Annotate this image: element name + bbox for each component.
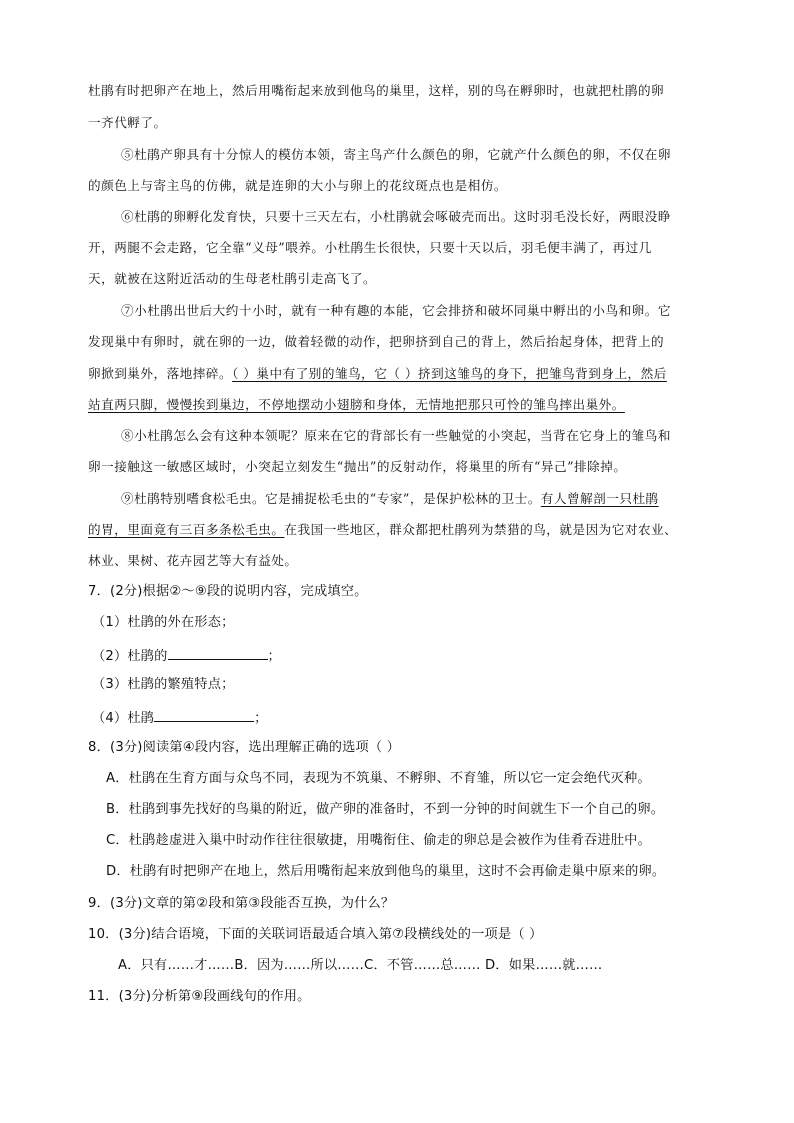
question-7-item-4-label: （4）杜鹃 xyxy=(92,711,155,726)
question-8: 8．(3分)阅读第④段内容，选出理解正确的选项（ ） xyxy=(88,740,401,755)
passage-p9-line1-text: ⑨杜鹃特别嗜食松毛虫。它是捕捉松毛虫的“专家”，是保护松林的卫士。 xyxy=(121,491,541,506)
question-8-option-c: C．杜鹃趁虚进入巢中时动作往往很敏捷，用嘴衔住、偷走的卵总是会被作为佳肴吞进肚中。 xyxy=(106,833,651,848)
passage-p8-line2: 卵一接触这一敏感区域时，小突起立刻发生“抛出”的反射动作，将巢里的所有“异己”排除掉。 xyxy=(88,459,627,474)
passage-p5-line1: ⑤杜鹃产卵具有十分惊人的模仿本领，寄主鸟产什么颜色的卵，它就产什么颜色的卵，不仅在卵 xyxy=(121,147,671,162)
question-7-item-4-end: ； xyxy=(254,711,268,726)
question-7-item-4 xyxy=(92,708,268,727)
passage-p6-line1: ⑥杜鹃的卵孵化发育快，只要十三天左右，小杜鹃就会啄破壳而出。这时羽毛没长好，两眼没睁 xyxy=(121,209,671,224)
passage-p7-underlined-sentence-part1: （ ）巢中有了别的雏鸟，它（ ）挤到这雏鸟的身下，把雏鸟背到身上，然后 xyxy=(232,366,667,381)
question-7-item-2-label: （2）杜鹃的 xyxy=(92,649,168,664)
passage-p9-underlined-sentence-part2: 的胃，里面竟有三百多条松毛虫。 xyxy=(88,522,285,537)
question-10-options: A．只有……才……B．因为……所以……C．不管……总…… D．如果……就…… xyxy=(118,958,603,973)
question-10: 10．(3分)结合语境，下面的关联词语最适合填入第⑦段横线处的一项是（ ） xyxy=(88,927,543,942)
question-9: 9．(3分)文章的第②段和第③段能否互换，为什么？ xyxy=(88,896,395,911)
passage-p7-line3 xyxy=(88,366,667,382)
question-7-item-1: （1）杜鹃的外在形态； xyxy=(92,615,235,630)
passage-p4-line1: 杜鹃有时把卵产在地上，然后用嘴衔起来放到他鸟的巢里，这样，别的鸟在孵卵时，也就把杜鹃的卵 xyxy=(88,83,665,98)
passage-p9-line2 xyxy=(88,522,677,538)
passage-p9-line1 xyxy=(121,491,659,507)
passage-p7-line3-text: 卵掀到巢外，落地摔碎。 xyxy=(88,366,233,381)
passage-p9-underlined-sentence-part1: 有人曾解剖一只杜鹃 xyxy=(540,491,659,506)
question-7-item-4-blank[interactable] xyxy=(154,708,254,722)
passage-p8-line1: ⑧小杜鹃怎么会有这种本领呢？原来在它的背部长有一些触觉的小突起，当背在它身上的雏鸟和 xyxy=(121,428,671,443)
question-7-item-2 xyxy=(92,646,281,665)
passage-p9-line3: 林业、果树、花卉园艺等大有益处。 xyxy=(88,553,298,568)
passage-p9-line2-text: 在我国一些地区，群众都把杜鹃列为禁猎的鸟，就是因为它对农业、 xyxy=(284,522,678,537)
question-8-option-b: B．杜鹃到事先找好的鸟巢的附近，做产卵的准备时，不到一分钟的时间就生下一个自己的卵。 xyxy=(106,802,665,817)
passage-p7-line1: ⑦小杜鹃出世后大约十小时，就有一种有趣的本能，它会排挤和破坏同巢中孵出的小鸟和卵。它 xyxy=(121,303,671,318)
question-8-option-d: D．杜鹃有时把卵产在地上，然后用嘴衔起来放到他鸟的巢里，这时不会再偷走巢中原来的卵。 xyxy=(106,864,666,879)
question-11: 11．(3分)分析第⑨段画线句的作用。 xyxy=(88,989,311,1004)
question-7-item-2-blank[interactable] xyxy=(168,646,268,660)
question-7: 7．(2分)根据②～⑨段的说明内容，完成填空。 xyxy=(88,584,368,599)
question-8-option-a: A．杜鹃在生育方面与众鸟不同，表现为不筑巢、不孵卵、不育雏，所以它一定会绝代灭种。 xyxy=(106,771,651,786)
passage-p5-line2: 的颜色上与寄主鸟的仿佛，就是连卵的大小与卵上的花纹斑点也是相仿。 xyxy=(88,178,507,193)
passage-p7-underlined-sentence-part2: 站直两只脚，慢慢挨到巢边，不停地摆动小翅膀和身体，无情地把那只可怜的雏鸟摔出巢外。 xyxy=(88,397,625,412)
question-7-item-3: （3）杜鹃的繁殖特点； xyxy=(92,677,235,692)
passage-p7-line2: 发现巢中有卵时，就在卵的一边，做着轻微的动作，把卵挤到自己的背上，然后抬起身体，把背上的 xyxy=(88,334,665,349)
passage-p6-line2: 开，两腿不会走路，它全靠“义母”喂养。小杜鹃生长很快，只要十天以后，羽毛便丰满了，再过几 xyxy=(88,240,652,255)
passage-p4-line2: 一齐代孵了。 xyxy=(88,115,167,130)
question-7-item-2-end: ； xyxy=(267,649,281,664)
passage-p6-line3: 天，就被在这附近活动的生母老杜鹃引走高飞了。 xyxy=(88,271,377,286)
